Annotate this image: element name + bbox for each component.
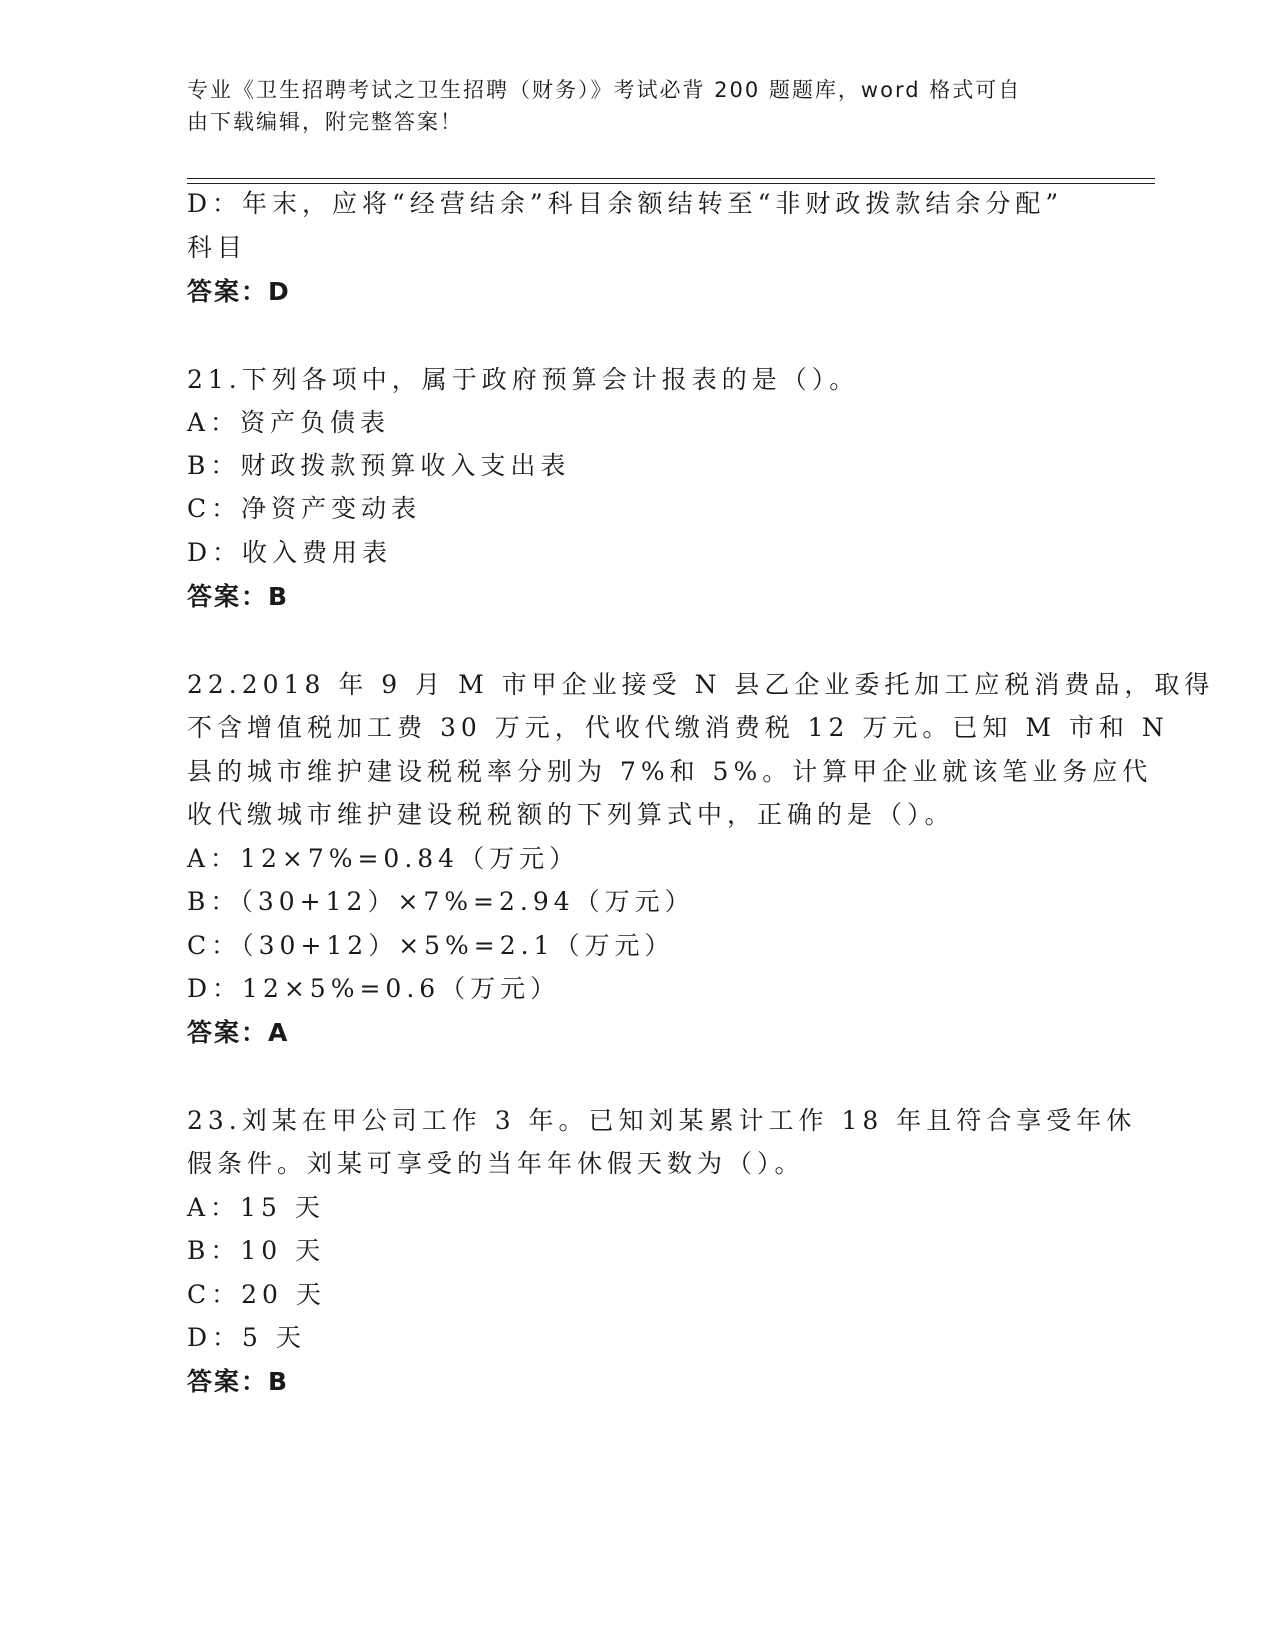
option-b: B：（30+12）×7%=2.94（万元） — [187, 887, 695, 916]
header-divider-top — [187, 178, 1155, 179]
option-c: C：净资产变动表 — [187, 494, 422, 523]
question-stem-line-2: 不含增值税加工费 30 万元，代收代缴消费税 12 万元。已知 M 市和 N — [187, 713, 1169, 742]
header-divider-bottom — [187, 183, 1155, 184]
header-line-2: 由下载编辑，附完整答案！ — [187, 110, 463, 134]
option-b: B：10 天 — [187, 1236, 326, 1265]
document-header — [187, 74, 1067, 138]
option-c: C：20 天 — [187, 1280, 326, 1309]
option-a: A：15 天 — [187, 1193, 325, 1222]
question-stem-line-1: 23.刘某在甲公司工作 3 年。已知刘某累计工作 18 年且符合享受年休 — [187, 1106, 1137, 1135]
question-stem-line-1: 22.2018 年 9 月 M 市甲企业接受 N 县乙企业委托加工应税消费品，取得 — [187, 670, 1215, 699]
answer-label: 答案：B — [187, 1367, 290, 1396]
option-b: B：财政拨款预算收入支出表 — [187, 451, 571, 480]
option-a: A：12×7%=0.84（万元） — [187, 844, 580, 873]
option-d-line-2: 科目 — [187, 233, 248, 262]
answer-label: 答案：B — [187, 582, 290, 611]
option-d: D：12×5%=0.6（万元） — [187, 974, 561, 1003]
header-line-1: 专业《卫生招聘考试之卫生招聘（财务）》考试必背 200 题题库，word 格式可自 — [187, 78, 1022, 102]
option-d-line-1: D：年末，应将“经营结余”科目余额结转至“非财政拨款结余分配” — [187, 189, 1064, 218]
option-a: A：资产负债表 — [187, 408, 391, 437]
question-stem-line-4: 收代缴城市维护建设税税额的下列算式中，正确的是（）。 — [187, 800, 955, 829]
option-d: D：收入费用表 — [187, 538, 393, 567]
answer-label: 答案：A — [187, 1018, 290, 1047]
question-stem-line-3: 县的城市维护建设税税率分别为 7%和 5%。计算甲企业就该笔业务应代 — [187, 757, 1153, 786]
question-stem: 21.下列各项中，属于政府预算会计报表的是（）。 — [187, 365, 860, 394]
answer-label: 答案：D — [187, 277, 291, 306]
question-stem-line-2: 假条件。刘某可享受的当年年休假天数为（）。 — [187, 1149, 805, 1178]
option-c: C：（30+12）×5%=2.1（万元） — [187, 931, 675, 960]
option-d: D：5 天 — [187, 1323, 306, 1352]
